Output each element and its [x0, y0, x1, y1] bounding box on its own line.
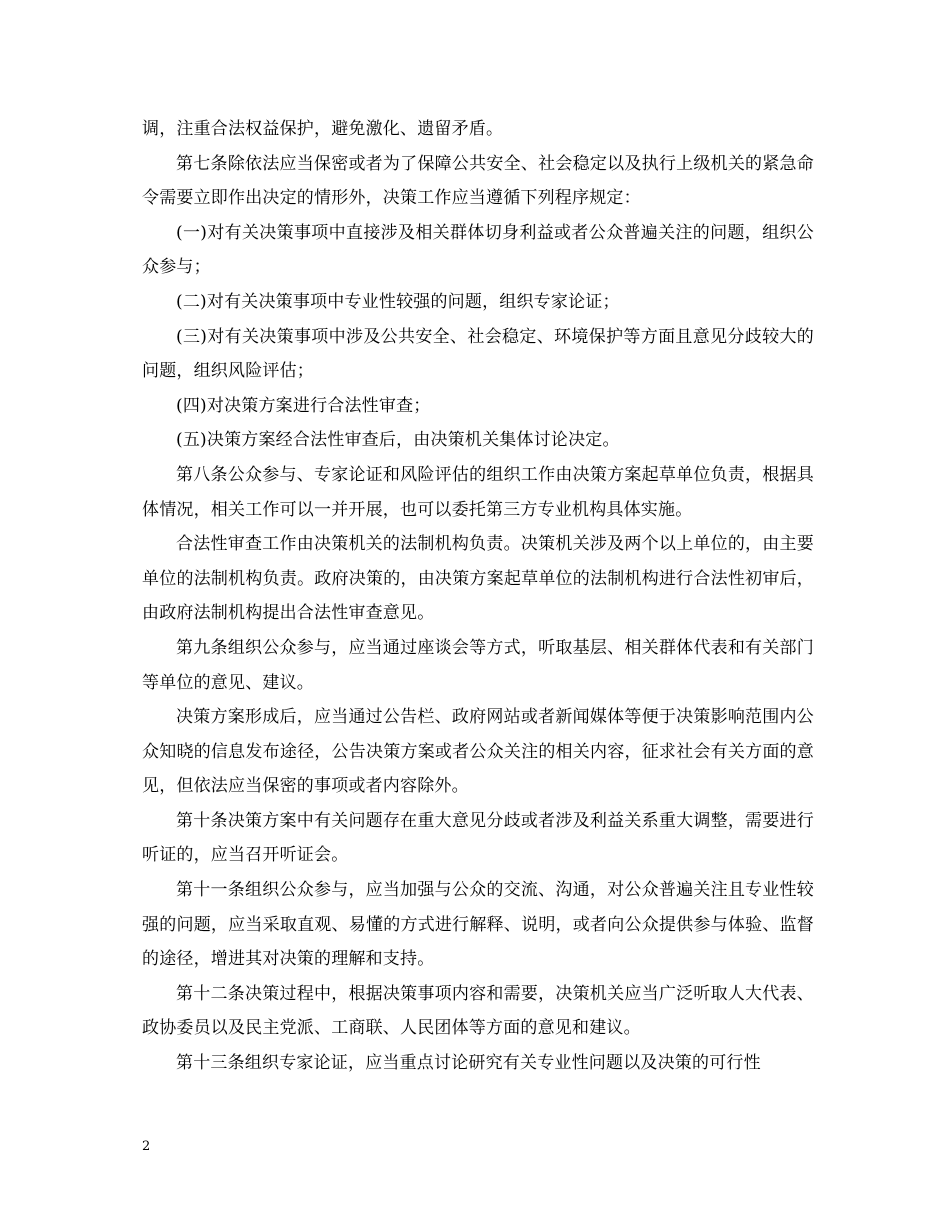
paragraph-item-2: (二)对有关决策事项中专业性较强的问题，组织专家论证；	[176, 291, 620, 312]
paragraph-article-9: 第九条组织公众参与，应当通过座谈会等方式，听取基层、相关群体代表和有关部门等单位的意见、建议。	[142, 637, 814, 693]
paragraph-item-5: (五)决策方案经合法性审查后，由决策机关集体讨论决定。	[176, 430, 620, 451]
paragraph-public-notice: 决策方案形成后，应当通过公告栏、政府网站或者新闻媒体等便于决策影响范围内公众知晓的信息发布途径，公告决策方案或者公众关注的相关内容，征求社会有关方面的意见，但依法应当保密的事项或者内容除外。	[142, 707, 814, 797]
paragraph-item-3: (三)对有关决策事项中涉及公共安全、社会稳定、环境保护等方面且意见分歧较大的问题，组织风险评估；	[142, 326, 814, 382]
paragraph-article-12: 第十二条决策过程中，根据决策事项内容和需要，决策机关应当广泛听取人大代表、政协委员以及民主党派、工商联、人民团体等方面的意见和建议。	[142, 983, 814, 1039]
paragraph-item-1: (一)对有关决策事项中直接涉及相关群体切身利益或者公众普遍关注的问题，组织公众参与；	[142, 222, 814, 278]
page-number: 2	[142, 1139, 151, 1154]
paragraph-article-7: 第七条除依法应当保密或者为了保障公共安全、社会稳定以及执行上级机关的紧急命令需要立即作出决定的情形外，决策工作应当遵循下列程序规定：	[142, 153, 814, 209]
document-body	[142, 112, 814, 1081]
paragraph-article-8: 第八条公众参与、专家论证和风险评估的组织工作由决策方案起草单位负责，根据具体情况，相关工作可以一并开展，也可以委托第三方专业机构具体实施。	[142, 464, 814, 520]
paragraph-article-13: 第十三条组织专家论证，应当重点讨论研究有关专业性问题以及决策的可行性	[176, 1053, 761, 1074]
paragraph-article-11: 第十一条组织公众参与，应当加强与公众的交流、沟通，对公众普遍关注且专业性较强的问题，应当采取直观、易懂的方式进行解释、说明，或者向公众提供参与体验、监督的途径，增进其对决策的理解和支持。	[142, 880, 814, 970]
paragraph-continuation: 调，注重合法权益保护，避免激化、遗留矛盾。	[142, 119, 504, 139]
paragraph-article-10: 第十条决策方案中有关问题存在重大意见分歧或者涉及利益关系重大调整，需要进行听证的，应当召开听证会。	[142, 810, 814, 866]
paragraph-legality-review: 合法性审查工作由决策机关的法制机构负责。决策机关涉及两个以上单位的，由主要单位的法制机构负责。政府决策的，由决策方案起草单位的法制机构进行合法性初审后，由政府法制机构提出合法性审查意见。	[142, 534, 814, 624]
paragraph-item-4: (四)对决策方案进行合法性审查；	[176, 395, 431, 416]
